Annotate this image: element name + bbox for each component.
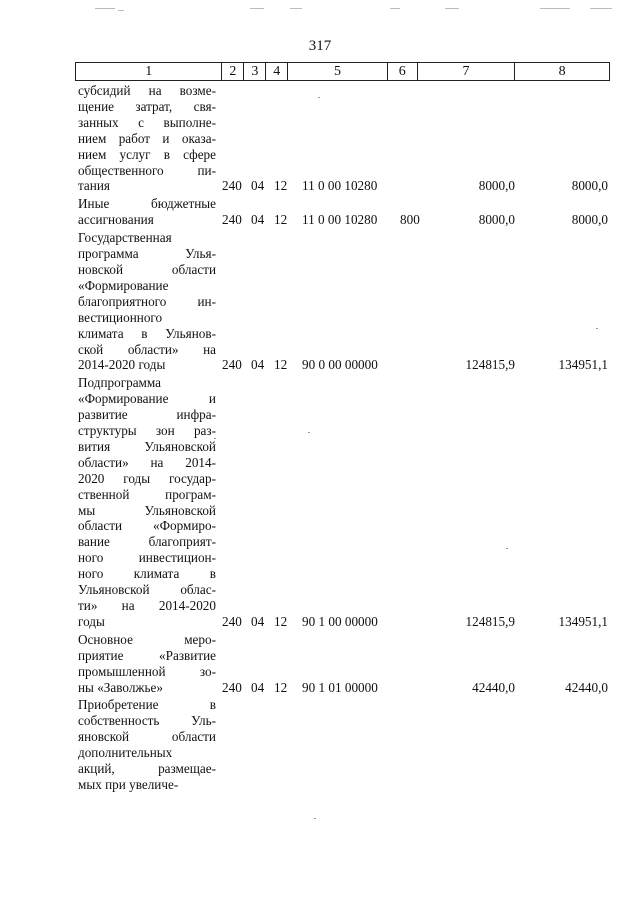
scan-speck: [318, 97, 320, 98]
cell-ministry-code: 240: [222, 613, 242, 629]
row-values: [78, 357, 618, 373]
header-col-6: 6: [388, 63, 418, 80]
cell-target-article: 11 0 00 10280: [302, 212, 378, 228]
description-line: ного климата в: [78, 566, 216, 582]
header-col-2: 2: [222, 63, 244, 80]
description-line: ного инвестицион-: [78, 550, 216, 566]
scan-speck: [506, 548, 508, 549]
table-row: [78, 83, 618, 194]
cell-amount-year1: 8000,0: [478, 178, 515, 194]
cell-subsection: 12: [274, 357, 288, 373]
table-row: [78, 375, 618, 630]
description-line: структуры зон раз-: [78, 423, 216, 439]
scan-speck: [214, 438, 216, 439]
table-body: [78, 83, 618, 793]
description-line: ны «Заволжье»: [78, 679, 163, 695]
cell-section: 04: [251, 212, 265, 228]
description-line: вание благоприят-: [78, 534, 216, 550]
description-line: акций, размещае-: [78, 761, 216, 777]
scan-speck: [314, 818, 316, 819]
row-values: [78, 680, 618, 696]
cell-expense-type: 800: [400, 212, 420, 228]
header-col-5: 5: [288, 63, 388, 80]
cell-subsection: 12: [274, 212, 288, 228]
cell-target-article: 11 0 00 10280: [302, 178, 378, 194]
header-col-4: 4: [266, 63, 288, 80]
description-line: «Формирование и: [78, 391, 216, 407]
cell-amount-year2: 8000,0: [571, 178, 608, 194]
description-line: субсидий на возме-: [78, 83, 216, 98]
description-line: новской области: [78, 261, 216, 277]
description-line: благоприятного ин-: [78, 293, 216, 309]
description-line: ассигнования: [78, 212, 154, 228]
description-line: ской области» на: [78, 341, 216, 357]
cell-amount-year1: 124815,9: [465, 357, 515, 373]
description-line: Основное меро-: [78, 631, 216, 647]
table-header: [75, 62, 610, 81]
description-line: «Формирование: [78, 277, 169, 293]
description-line: Государственная: [78, 230, 172, 246]
scan-artifacts: [0, 8, 640, 14]
cell-section: 04: [251, 679, 265, 695]
description-line: Подпрограмма: [78, 375, 162, 391]
description-line: мых при увеличе-: [78, 776, 179, 792]
description-line: приятие «Развитие: [78, 647, 216, 663]
cell-section: 04: [251, 357, 265, 373]
row-description: [78, 230, 216, 373]
page-number: 317: [308, 38, 332, 54]
cell-amount-year2: 8000,0: [571, 212, 608, 228]
description-line: Иные бюджетные: [78, 196, 216, 212]
description-line: яновской области: [78, 729, 216, 745]
description-line: тания: [78, 178, 110, 194]
description-line: общественного пи-: [78, 162, 216, 178]
cell-section: 04: [251, 178, 265, 194]
cell-subsection: 12: [274, 178, 288, 194]
cell-amount-year2: 42440,0: [565, 679, 608, 695]
description-line: мы Ульяновской: [78, 502, 216, 518]
cell-amount-year1: 42440,0: [472, 679, 515, 695]
description-line: Ульяновской облас-: [78, 582, 216, 598]
description-line: ственной програм-: [78, 486, 216, 502]
scan-speck: [596, 328, 598, 329]
description-line: промышленной зо-: [78, 663, 216, 679]
header-col-3: 3: [244, 63, 266, 80]
description-line: занных с выполне-: [78, 114, 216, 130]
description-line: дополнительных: [78, 745, 173, 761]
cell-ministry-code: 240: [222, 212, 242, 228]
cell-amount-year2: 134951,1: [558, 357, 608, 373]
header-col-7: 7: [418, 63, 516, 80]
description-line: программа Улья-: [78, 246, 216, 262]
description-line: 2014-2020 годы: [78, 357, 166, 373]
description-line: собственность Уль-: [78, 713, 216, 729]
description-line: нием работ и оказа-: [78, 130, 216, 146]
description-line: области» на 2014-: [78, 454, 216, 470]
cell-ministry-code: 240: [222, 178, 242, 194]
header-col-1: 1: [76, 63, 222, 80]
description-line: вестиционного: [78, 309, 163, 325]
description-line: области «Формиро-: [78, 518, 216, 534]
cell-subsection: 12: [274, 613, 288, 629]
description-line: щение затрат, свя-: [78, 98, 216, 114]
cell-subsection: 12: [274, 679, 288, 695]
description-line: Приобретение в: [78, 697, 216, 713]
cell-target-article: 90 1 00 00000: [302, 613, 378, 629]
row-description: [78, 375, 216, 630]
table-row: [78, 230, 618, 373]
cell-amount-year2: 134951,1: [558, 613, 608, 629]
scan-speck: [308, 432, 310, 433]
row-values: [78, 614, 618, 630]
cell-target-article: 90 1 01 00000: [302, 679, 378, 695]
description-line: ти» на 2014-2020: [78, 598, 216, 613]
row-values: [78, 777, 618, 793]
description-line: климата в Ульянов-: [78, 325, 216, 341]
cell-amount-year1: 124815,9: [465, 613, 515, 629]
description-line: годы: [78, 613, 105, 629]
table-row: [78, 697, 618, 792]
description-line: развитие инфра-: [78, 407, 216, 423]
table-row: [78, 632, 618, 696]
row-values: [78, 212, 618, 228]
table-row: [78, 196, 618, 228]
cell-section: 04: [251, 613, 265, 629]
cell-ministry-code: 240: [222, 679, 242, 695]
cell-target-article: 90 0 00 00000: [302, 357, 378, 373]
description-line: вития Ульяновской: [78, 438, 216, 454]
cell-amount-year1: 8000,0: [478, 212, 515, 228]
description-line: нием услуг в сфере: [78, 146, 216, 162]
description-line: 2020 годы государ-: [78, 470, 216, 486]
cell-ministry-code: 240: [222, 357, 242, 373]
header-col-8: 8: [558, 63, 566, 79]
row-values: [78, 178, 618, 194]
